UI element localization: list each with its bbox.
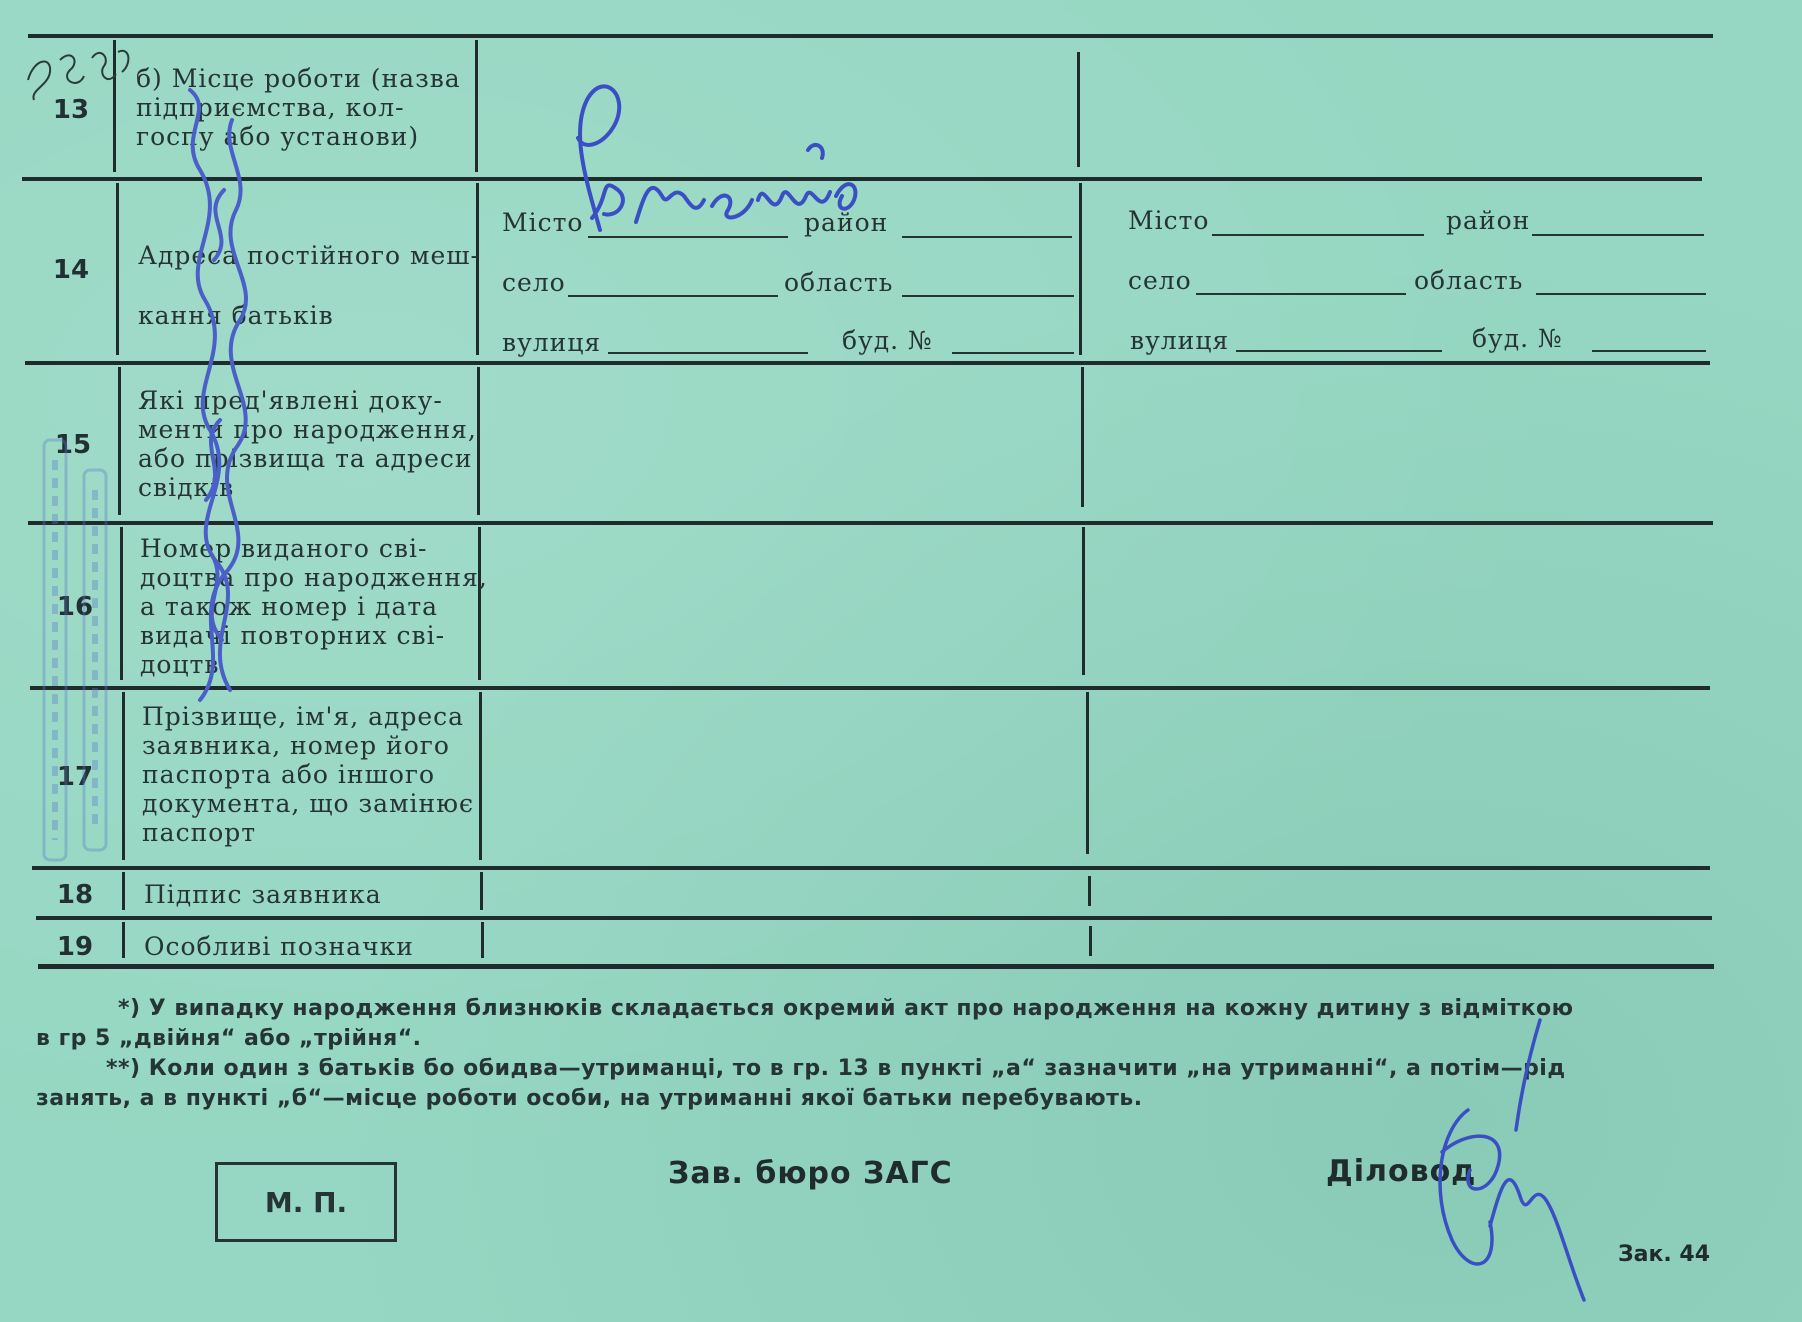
row-number-16: 16 — [56, 592, 94, 622]
address-father-city-label: Місто — [502, 208, 584, 237]
footnote-2-cont: занять, а в пункті „б“—місце роботи особи, на утриманні якої батьки перебувають. — [36, 1086, 1143, 1111]
row-number-19: 19 — [56, 932, 94, 962]
row-label-17-line-3: паспорта або іншого — [142, 760, 436, 789]
footnote-2: **) Коли один з батьків бо обидва—утриманці, то в гр. 13 в пункті „а“ зазначити „на утриманні“, а потім—рід — [106, 1056, 1566, 1081]
row-label-16-line-4: видачі повторних сві- — [140, 621, 446, 650]
row-label-15-line-1: Які пред'явлені доку- — [138, 386, 443, 415]
row-label-19-line-1: Особливі позначки — [144, 932, 414, 961]
corner-number-handwriting — [28, 51, 128, 100]
form-code: Зак. 44 — [1618, 1242, 1711, 1267]
row-label-17-line-5: паспорт — [142, 818, 257, 847]
address-father-village-label: село — [502, 268, 566, 297]
vertical-stamp-impression — [44, 440, 106, 860]
row-label-15-line-4: свідків — [138, 473, 235, 502]
address-mother-building-label: буд. № — [1472, 324, 1563, 353]
address-father-district-label: район — [804, 208, 889, 237]
address-mother-village-label: село — [1128, 266, 1192, 295]
row-label-13-line-2: підприємства, кол- — [136, 93, 405, 122]
footnote-1: *) У випадку народження близнюків складається окремий акт про народження на кожну дитину з відміткою — [118, 996, 1574, 1021]
row-label-17-line-4: документа, що замінює — [142, 789, 474, 818]
row-label-14-line-1: Адреса постійного меш- — [138, 241, 480, 270]
row-label-16-line-2: доцтва про народження, — [140, 563, 488, 592]
address-mother-region-label: область — [1414, 266, 1524, 295]
stamp-label: М. П. — [264, 1185, 348, 1219]
address-mother-street-label: вулиця — [1130, 326, 1230, 355]
row-label-18-line-1: Підпис заявника — [144, 880, 382, 909]
cancellation-scribble — [190, 90, 246, 700]
row-label-13-line-1: б) Місце роботи (назва — [136, 64, 461, 93]
address-father-region-label: область — [784, 268, 894, 297]
row-label-15-line-3: або прізвища та адреси — [138, 444, 473, 473]
row-label-16-line-3: а також номер і дата — [140, 592, 439, 621]
registry-head-label: Зав. бюро ЗАГС — [668, 1156, 953, 1191]
row-number-14: 14 — [52, 255, 90, 285]
clerk-signature — [1440, 1020, 1584, 1300]
address-mother-city-label: Місто — [1128, 206, 1210, 235]
row-number-17: 17 — [56, 762, 94, 792]
row-number-18: 18 — [56, 880, 94, 910]
row-label-13-line-3: госпу або установи) — [136, 122, 420, 151]
row-label-17-line-1: Прізвище, ім'я, адреса — [142, 702, 465, 731]
address-mother-district-label: район — [1446, 206, 1531, 235]
city-entry-handwriting — [578, 86, 855, 230]
row-label-15-line-2: менти про народження, — [138, 415, 477, 444]
row-number-15: 15 — [54, 430, 92, 460]
address-father-street-label: вулиця — [502, 328, 602, 357]
clerk-label: Діловод — [1326, 1154, 1477, 1189]
row-label-14-line-2: кання батьків — [138, 301, 334, 330]
footnote-1-cont: в гр 5 „двійня“ або „трійня“. — [36, 1026, 422, 1051]
row-number-13: 13 — [52, 95, 90, 125]
row-label-16-line-5: доцтв — [140, 650, 220, 679]
row-label-17-line-2: заявника, номер його — [142, 731, 450, 760]
row-label-16-line-1: Номер виданого сві- — [140, 534, 428, 563]
address-father-building-label: буд. № — [842, 326, 933, 355]
